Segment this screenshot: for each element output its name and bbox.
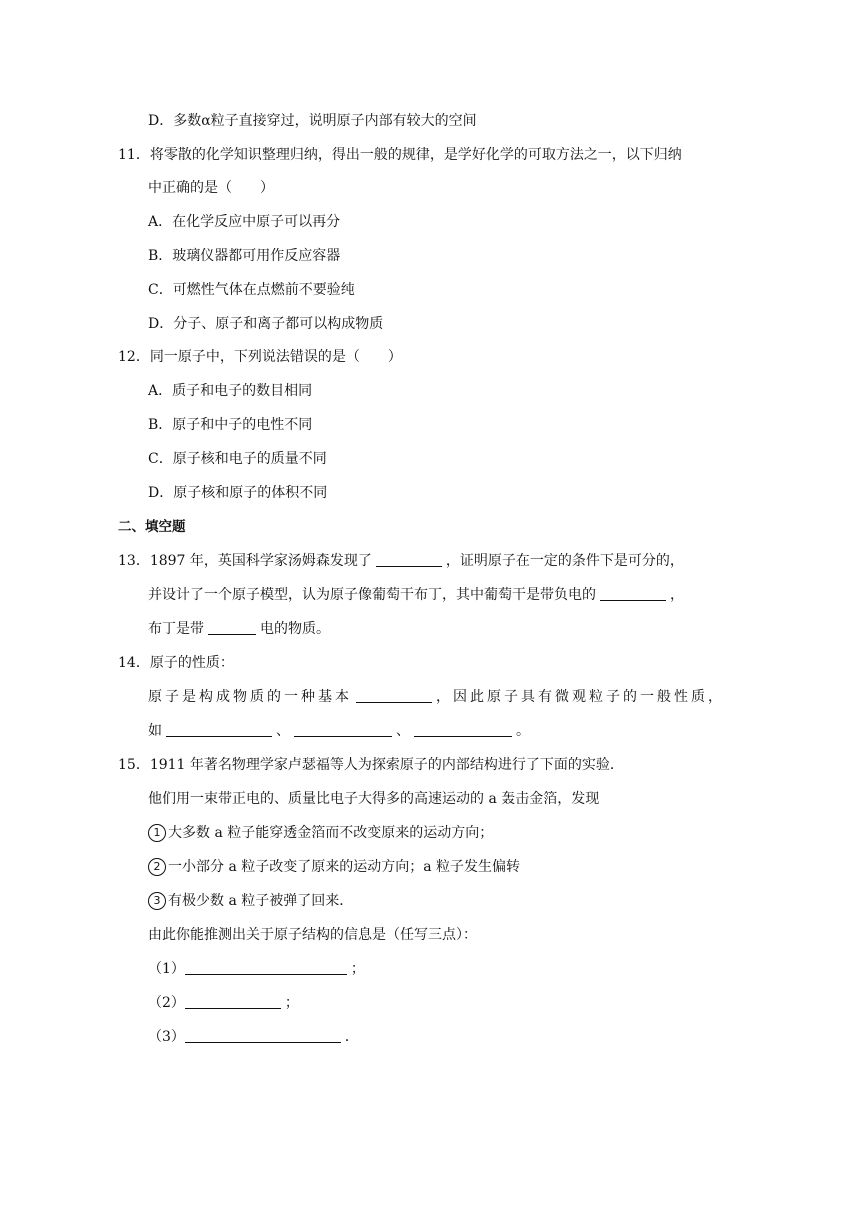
q13-blank-3[interactable]: [208, 620, 256, 635]
q13-line3: [148, 619, 330, 639]
q12-stem: 12．同一原子中，下列说法错误的是（ ）: [118, 349, 402, 365]
q14-blank-2[interactable]: [166, 722, 272, 737]
q13-text-3b: 电的物质。: [260, 621, 330, 637]
q11-option-a: A．在化学反应中原子可以再分: [148, 214, 341, 230]
q15-observation-3: [148, 891, 353, 911]
q14-text-1b: ，因此原子具有微观粒子的一般性质，: [436, 689, 725, 705]
q15-observation-3-text: 有极少数 a 粒子被弹了回来．: [168, 893, 354, 909]
q14-blank-3[interactable]: [294, 722, 392, 737]
q14-text-2a: 如: [148, 723, 162, 739]
q15-blank-3[interactable]: [185, 1028, 341, 1043]
q15-answer-1-end: ；: [350, 961, 365, 977]
q14-line2: [148, 721, 530, 741]
q13-blank-2[interactable]: [600, 586, 666, 601]
q15-answer-2-end: ；: [284, 995, 299, 1011]
q15-answer-2-label: （2）: [148, 995, 185, 1011]
q14-sep-2: 、: [396, 723, 410, 739]
q14-line1: [148, 687, 725, 707]
q11-option-b: B．玻璃仪器都可用作反应容器: [148, 248, 341, 264]
section-heading-fill-in: 二、填空题: [118, 519, 186, 535]
q12-option-b: B．原子和中子的电性不同: [148, 417, 313, 433]
q15-blank-2[interactable]: [185, 994, 281, 1009]
circled-number-2: 2: [148, 858, 166, 876]
circled-number-1: 1: [148, 824, 166, 842]
q13-text-1b: ，证明原子在一定的条件下是可分的，: [445, 553, 684, 569]
q14-sep-1: 、: [276, 723, 290, 739]
q12-option-c: C．原子核和电子的质量不同: [148, 451, 327, 467]
q11-stem-line1: 11．将零散的化学知识整理归纳，得出一般的规律，是学好化学的可取方法之一，以下归纳: [118, 147, 682, 163]
q14-blank-4[interactable]: [414, 722, 512, 737]
q14-end: 。: [516, 723, 530, 739]
q11-option-d: D．分子、原子和离子都可以构成物质: [148, 316, 384, 332]
q15-blank-1[interactable]: [185, 960, 347, 975]
q11-stem-line2: 中正确的是（ ）: [148, 180, 274, 196]
q15-answer-3-label: （3）: [148, 1029, 185, 1045]
q15-answer-1-label: （1）: [148, 961, 185, 977]
q12-option-d: D．原子核和原子的体积不同: [148, 485, 328, 501]
q15-answer-3: [148, 1027, 359, 1047]
q13-text-2b: ，: [670, 587, 684, 603]
q13-text-1a: 13．1897 年，英国科学家汤姆森发现了: [118, 553, 372, 569]
q13-line1: [118, 551, 684, 571]
q15-observation-1-text: 大多数 a 粒子能穿透金箔而不改变原来的运动方向；: [168, 825, 494, 841]
q11-option-c: C．可燃性气体在点燃前不要验纯: [148, 282, 355, 298]
q10-option-d: D．多数α粒子直接穿过，说明原子内部有较大的空间: [148, 113, 477, 129]
q15-observation-1: [148, 823, 493, 843]
q14-text-1a: 原子是构成物质的一种基本: [148, 689, 352, 705]
q14-blank-1[interactable]: [356, 688, 432, 703]
q15-ask: 由此你能推测出关于原子结构的信息是（任写三点）：: [148, 927, 477, 943]
q15-observation-2-text: 一小部分 a 粒子改变了原来的运动方向；a 粒子发生偏转: [168, 859, 521, 875]
q15-answer-3-end: ．: [344, 1029, 359, 1045]
q15-observation-2: [148, 857, 520, 877]
q14-stem: 14．原子的性质：: [118, 655, 234, 671]
q15-stem: 15．1911 年著名物理学家卢瑟福等人为探索原子的内部结构进行了下面的实验．: [118, 757, 624, 773]
q13-blank-1[interactable]: [376, 552, 442, 567]
q13-text-3a: 布丁是带: [148, 621, 204, 637]
q12-option-a: A．质子和电子的数目相同: [148, 383, 313, 399]
q15-answer-1: [148, 959, 365, 979]
q13-line2: [148, 585, 684, 605]
circled-number-3: 3: [148, 892, 166, 910]
q15-line2: 他们用一束带正电的、质量比电子大得多的高速运动的 a 轰击金箔，发现: [148, 791, 600, 807]
q15-answer-2: [148, 993, 299, 1013]
q13-text-2a: 并设计了一个原子模型，认为原子像葡萄干布丁，其中葡萄干是带负电的: [148, 587, 596, 603]
